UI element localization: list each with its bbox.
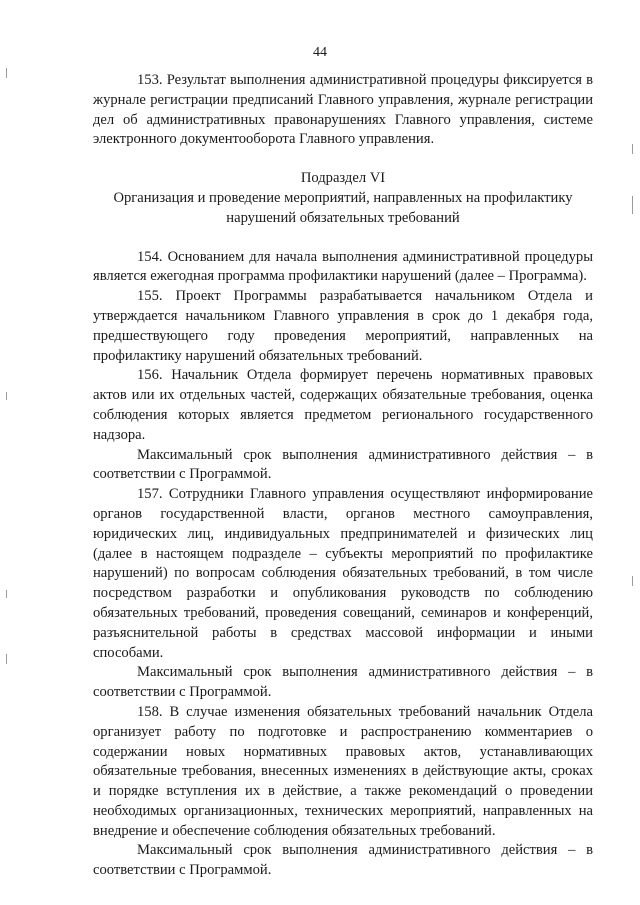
subsection-heading	[93, 169, 593, 228]
subsection-subtitle-line-2: нарушений обязательных требований	[226, 209, 460, 226]
paragraph-156: 156. Начальник Отдела формирует перечень нормативных правовых актов или их отдельных частей, содержащих обязательные требования, оценка соблюдения которых является предметом регионального государственного надзора.	[93, 367, 593, 443]
paragraph-153: 153. Результат выполнения административной процедуры фиксируется в журнале регистрации предписаний Главного управления, журнале регистрации дел об административных правонарушениях Главного управления, системе электронного документооборота Главного управления.	[93, 72, 593, 148]
scan-edge-mark	[6, 654, 7, 664]
scan-edge-mark	[6, 68, 7, 78]
page-body	[93, 71, 593, 881]
paragraph-156-term: Максимальный срок выполнения административного действия – в соответствии с Программой.	[93, 446, 593, 483]
paragraph-158: 158. В случае изменения обязательных требований начальник Отдела организует работу по подготовке и распространению комментариев о содержании новых нормативных правовых актов, устанавливающих обязательные требования, внесенных изменениях в действующие акты, сроках и порядке вступления их в действие, а также рекомендаций о проведении необходимых организационных, технических мероприятий, направленных на внедрение и обеспечение соблюдения обязательных требований.	[93, 703, 593, 839]
page-number: 44	[313, 45, 327, 60]
scan-edge-mark	[6, 590, 7, 598]
paragraph-158-term: Максимальный срок выполнения административного действия – в соответствии с Программой.	[93, 842, 593, 879]
paragraph-154: 154. Основанием для начала выполнения административной процедуры является ежегодная программа профилактики нарушений (далее – Программа).	[93, 248, 593, 285]
scan-edge-mark	[632, 196, 633, 214]
scan-edge-mark	[632, 144, 633, 154]
subsection-subtitle-line-1: Организация и проведение мероприятий, направленных на профилактику	[113, 189, 573, 206]
scan-edge-mark	[632, 576, 633, 586]
subsection-title: Подраздел VI	[300, 170, 386, 187]
paragraph-155: 155. Проект Программы разрабатывается начальником Отдела и утверждается начальником Главного управления в срок до 1 декабря года, предшествующего году проведения мероприятий, направленных на профилактику нарушений обязательных требований.	[93, 288, 593, 364]
paragraph-157-term: Максимальный срок выполнения административного действия – в соответствии с Программой.	[93, 664, 593, 701]
scan-edge-mark	[6, 392, 7, 400]
paragraph-157: 157. Сотрудники Главного управления осуществляют информирование органов государственной власти, органов местного самоуправления, юридических лиц, индивидуальных предпринимателей и физических лиц (далее в настоящем подразделе – субъекты мероприятий по профилактике нарушений) по вопросам соблюдения обязательных требований, в том числе посредством разработки и опубликования руководств по соблюдению обязательных требований, проведения совещаний, семинаров и конференций, разъяснительной работы в средствах массовой информации и иными способами.	[93, 486, 593, 661]
